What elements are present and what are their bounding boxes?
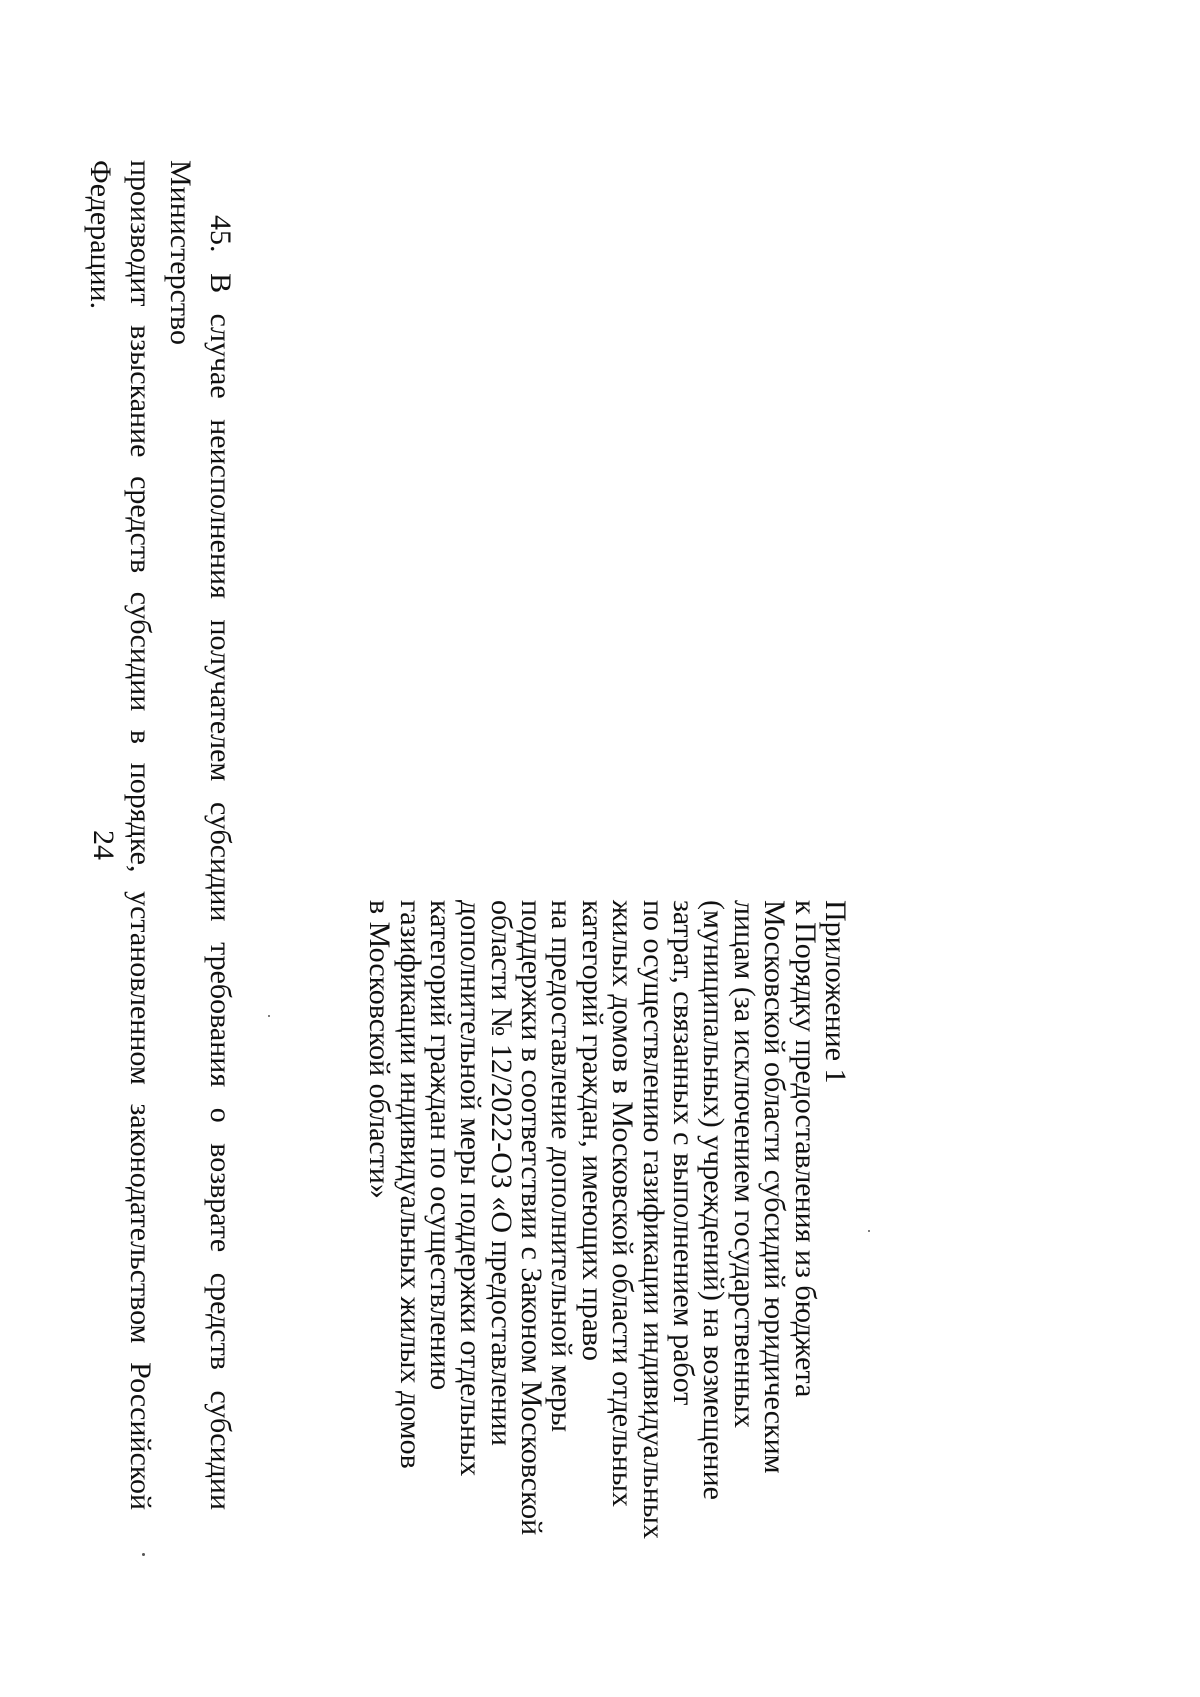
appendix-line: к Порядку предоставления из бюджета	[788, 900, 822, 1398]
appendix-line: газификации индивидуальных жилых домов	[393, 900, 427, 1469]
appendix-line: затрат, связанных с выполнением работ	[667, 900, 701, 1406]
scan-speck	[268, 1015, 270, 1017]
paragraph-first-line: 45. В случае неисполнения получателем субсидии требования о возврате средств субсидии Министерство	[164, 160, 237, 1510]
appendix-line: категорий граждан по осуществлению	[423, 900, 457, 1391]
paragraph-45	[80, 160, 240, 1510]
appendix-line: Приложение 1	[819, 900, 852, 1084]
appendix-line: категорий граждан, имеющих право	[575, 900, 609, 1361]
page-number: 24	[87, 830, 120, 860]
appendix-line: поддержки в соответствии с Законом Московской	[515, 900, 549, 1536]
appendix-line: дополнительной меры поддержки отдельных	[454, 900, 488, 1477]
paragraph-continuation: производит взыскание средств субсидии в порядке, установленном законодательством Российской Федерации.	[84, 160, 157, 1510]
appendix-line: Московской области субсидий юридическим	[758, 900, 792, 1474]
appendix-line: области № 12/2022-ОЗ «О предоставлении	[484, 900, 518, 1446]
appendix-line: жилых домов в Московской области отдельных	[606, 900, 640, 1507]
scan-speck	[142, 1553, 145, 1556]
appendix-line: в Московской области»	[363, 900, 397, 1199]
scan-speck	[868, 1230, 870, 1232]
appendix-line: (муниципальных) учреждений) на возмещение	[697, 900, 731, 1500]
appendix-heading-block	[363, 900, 852, 1539]
appendix-line: лицам (за исключением государственных	[727, 900, 761, 1428]
appendix-line: на предоставление дополнительной меры	[545, 900, 579, 1433]
appendix-line: по осуществлению газификации индивидуальных	[636, 900, 670, 1539]
